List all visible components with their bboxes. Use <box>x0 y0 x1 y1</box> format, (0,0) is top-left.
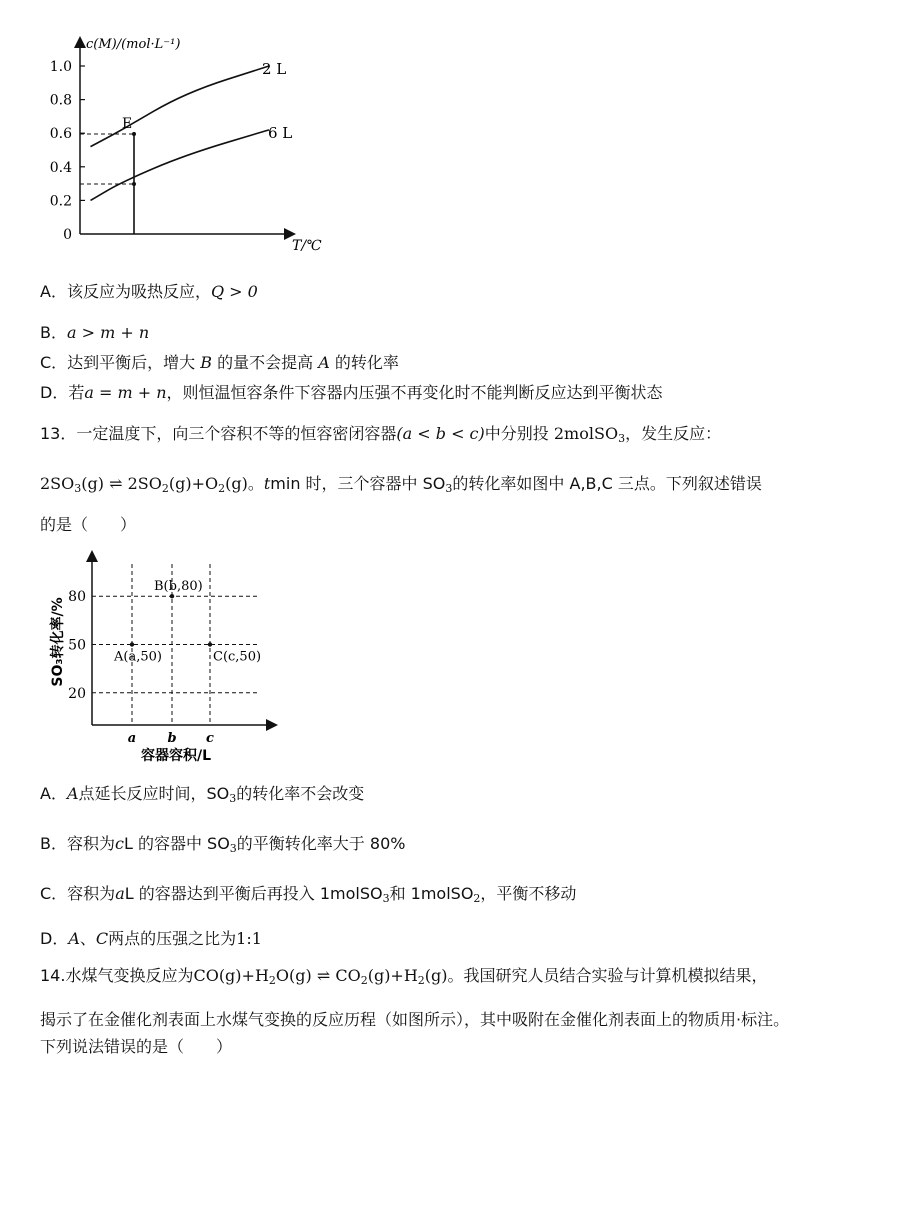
x-tick-label: b <box>167 731 177 746</box>
y-axis-title: SO₃转化率/% <box>50 597 66 687</box>
q14-stem-line3: 下列说法错误的是（ ） <box>40 1037 233 1056</box>
q12-option-a: A．该反应为吸热反应，Q > 0 <box>40 282 258 301</box>
x-axis-title: T/℃ <box>292 238 322 254</box>
y-axis-title: c(M)/(mol·L⁻¹) <box>86 37 181 52</box>
y-tick-label: 0.2 <box>49 193 72 210</box>
q12-option-b: B．a > m + n <box>40 323 150 342</box>
data-point <box>170 594 174 598</box>
point-label: B(b,80) <box>154 579 203 595</box>
curve-6L <box>91 130 270 201</box>
series-label-2L: 2 L <box>262 60 287 78</box>
series-label-6L: 6 L <box>268 124 293 142</box>
concentration-temperature-chart <box>30 28 350 263</box>
x-tick-label: a <box>127 731 137 746</box>
y-tick-label: 0.8 <box>49 92 72 109</box>
y-tick-label: 50 <box>68 637 86 654</box>
q13-option-a: A．A点延长反应时间，$SO_3$的转化率不会改变 <box>40 784 365 805</box>
y-tick-label: 0.6 <box>49 126 72 143</box>
point-label: C(c,50) <box>213 649 262 665</box>
conversion-volume-chart <box>40 550 290 770</box>
x-tick-label: c <box>206 731 214 746</box>
data-point <box>208 642 212 646</box>
y-tick-label: 0.4 <box>49 159 72 176</box>
data-point <box>130 642 134 646</box>
y-tick-label: 80 <box>68 589 86 606</box>
q14-stem-line2: 揭示了在金催化剂表面上水煤气变换的反应历程（如图所示），其中吸附在金催化剂表面上的物质用·标注。 <box>40 1010 790 1029</box>
q13-option-b: B．容积为cL 的容器中 $SO_3$的平衡转化率大于 80% <box>40 834 406 855</box>
point-lower <box>132 182 136 186</box>
q13-stem-line2: $2SO_3(g)$ ⇌ $2SO_2(g)+O_2(g)$。tmin 时，三个容器中 $SO_3$的转化率如图中 A,B,C 三点。下列叙述错误 <box>40 474 762 495</box>
y-tick-label: 20 <box>68 685 86 702</box>
point-label: A(a,50) <box>114 649 162 665</box>
point-E-label: E <box>122 116 133 132</box>
curve-2L <box>91 66 270 147</box>
point-E <box>132 132 136 136</box>
q12-option-d: D．若a = m + n，则恒温恒容条件下容器内压强不再变化时不能判断反应达到平衡状态 <box>40 383 663 402</box>
y-tick-label: 1.0 <box>49 59 72 75</box>
y-tick-label: 0 <box>63 227 72 243</box>
q13-stem-line1: 13．一定温度下，向三个容积不等的恒容密闭容器(a < b < c)中分别投 2molSO$_3$，发生反应： <box>40 424 722 445</box>
q14-stem-line1: 14.水煤气变换反应为$CO(g)+H_2O(g)$ ⇌ $CO_2(g)+H_2(g)$。我国研究人员结合实验与计算机模拟结果， <box>40 966 768 987</box>
q13-stem-line3: 的是（ ） <box>40 515 137 534</box>
x-axis-title: 容器容积/L <box>140 748 212 764</box>
q12-option-c: C．达到平衡后，增大 B 的量不会提高 A 的转化率 <box>40 353 399 372</box>
q13-option-c: C．容积为aL 的容器达到平衡后再投入 1molSO$_3$和 1molSO$_2$，平衡不移动 <box>40 884 577 905</box>
q13-option-d: D．A、C两点的压强之比为1:1 <box>40 929 262 948</box>
